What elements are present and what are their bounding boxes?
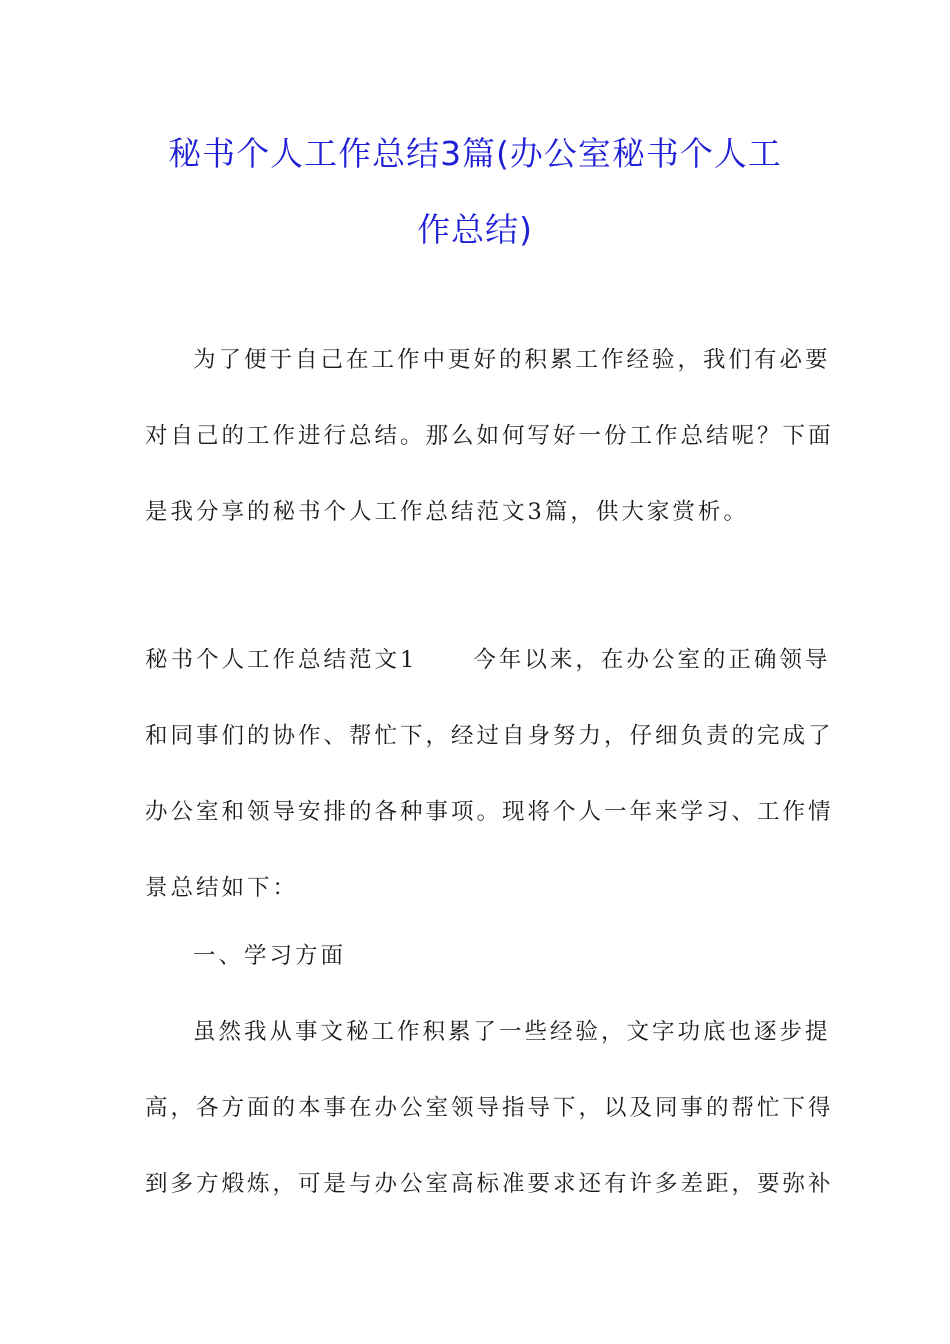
subheading-study (145, 918, 805, 994)
section-1-line-1: 今年以来，在办公室的正确领导 (473, 647, 831, 673)
study-line-3: 到多方煅炼，可是与办公室高标准要求还有许多差距，要弥补 (145, 1171, 834, 1197)
section-1-first-line (145, 622, 831, 698)
title-line-2: 作总结) (417, 210, 533, 249)
intro-line-3: 是我分享的秘书个人工作总结范文3篇，供大家赏析。 (145, 499, 749, 525)
subheading-study-text: 一、学习方面 (193, 943, 347, 969)
section-1-line-2: 和同事们的协作、帮忙下，经过自身努力，仔细负责的完成了 (145, 723, 834, 749)
section-1-heading: 秘书个人工作总结范文1 (145, 647, 418, 673)
document-title (140, 116, 810, 268)
intro-line-2: 对自己的工作进行总结。那么如何写好一份工作总结呢？下面 (145, 423, 834, 449)
intro-paragraph (145, 322, 834, 550)
section-1-line-3: 办公室和领导安排的各种事项。现将个人一年来学习、工作情 (145, 799, 834, 825)
study-paragraph (145, 994, 834, 1222)
intro-line-1: 为了便于自己在工作中更好的积累工作经验，我们有必要 (193, 347, 831, 373)
study-line-2: 高，各方面的本事在办公室领导指导下，以及同事的帮忙下得 (145, 1095, 834, 1121)
study-line-1: 虽然我从事文秘工作积累了一些经验，文字功底也逐步提 (193, 1019, 831, 1045)
title-line-1: 秘书个人工作总结3篇(办公室秘书个人工 (168, 134, 782, 173)
section-1-paragraph (145, 622, 834, 926)
section-1-line-4: 景总结如下： (145, 875, 299, 901)
